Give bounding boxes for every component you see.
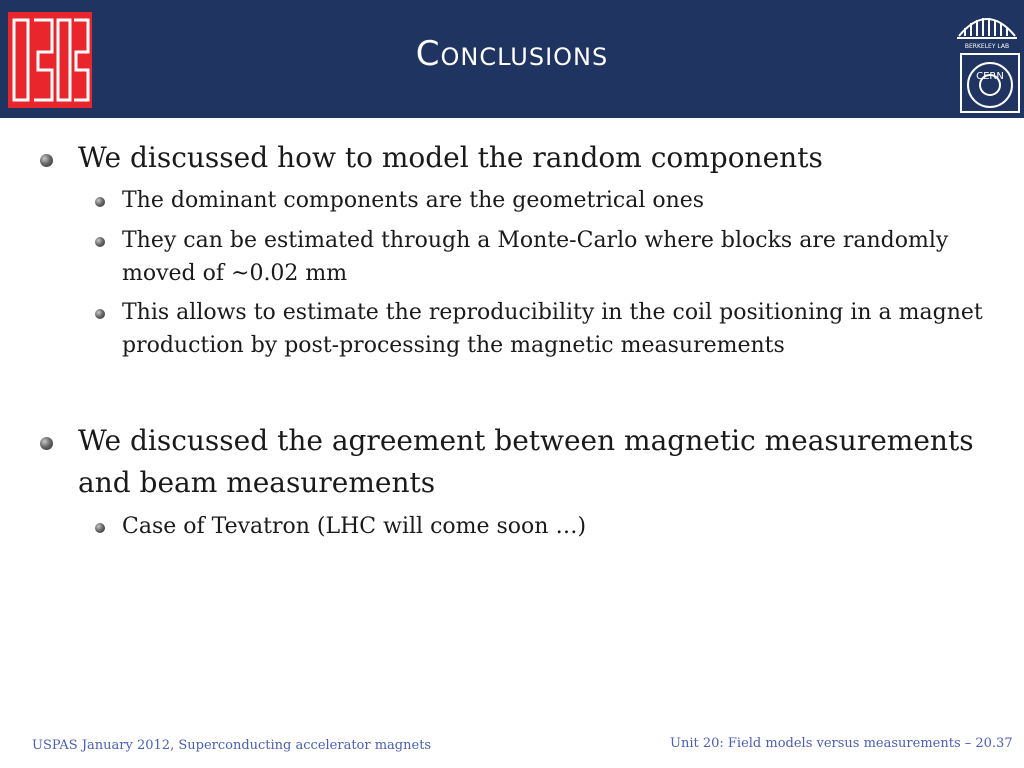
bullet-text: We discussed the agreement between magnetic measurements and beam measurements — [78, 424, 974, 499]
bullet-icon — [40, 437, 53, 450]
footer-left: USPAS January 2012, Superconducting accelerator magnets — [32, 738, 432, 753]
sub-bullet-text: The dominant components are the geometrical ones — [122, 188, 705, 213]
bullet-icon — [40, 154, 53, 167]
cern-caption: CERN — [976, 71, 1004, 82]
berkeley-lab-caption: BERKELEY LAB — [964, 43, 1010, 50]
sub-bullet-icon — [95, 309, 105, 319]
bullet-text: We discussed how to model the random components — [78, 141, 823, 174]
sub-bullet-text: They can be estimated through a Monte-Carlo where blocks are randomly moved of ~0.02 mm — [122, 228, 949, 286]
slide-content — [40, 140, 1000, 544]
berkeley-lab-logo-icon — [955, 4, 1019, 50]
bullet-level2 — [40, 184, 1000, 218]
sub-bullet-icon — [95, 237, 105, 247]
sub-bullet-text: Case of Tevatron (LHC will come soon …) — [122, 514, 587, 539]
footer-right: Unit 20: Field models versus measurements – 20.37 — [670, 736, 1013, 751]
bullet-level2 — [40, 296, 1000, 362]
sub-bullet-icon — [95, 197, 105, 207]
cern-logo-icon — [960, 53, 1020, 113]
bullet-level2 — [40, 510, 1000, 544]
slide-header — [0, 0, 1024, 118]
bullet-level1 — [40, 140, 1000, 176]
slide-title: Conclusions — [415, 34, 609, 74]
sub-bullet-icon — [95, 523, 105, 533]
bullet-level1 — [40, 420, 1000, 504]
sub-bullet-text: This allows to estimate the reproducibility in the coil positioning in a magnet production by post-processing the magnetic measurements — [122, 300, 983, 358]
bullet-level2 — [40, 224, 1000, 290]
